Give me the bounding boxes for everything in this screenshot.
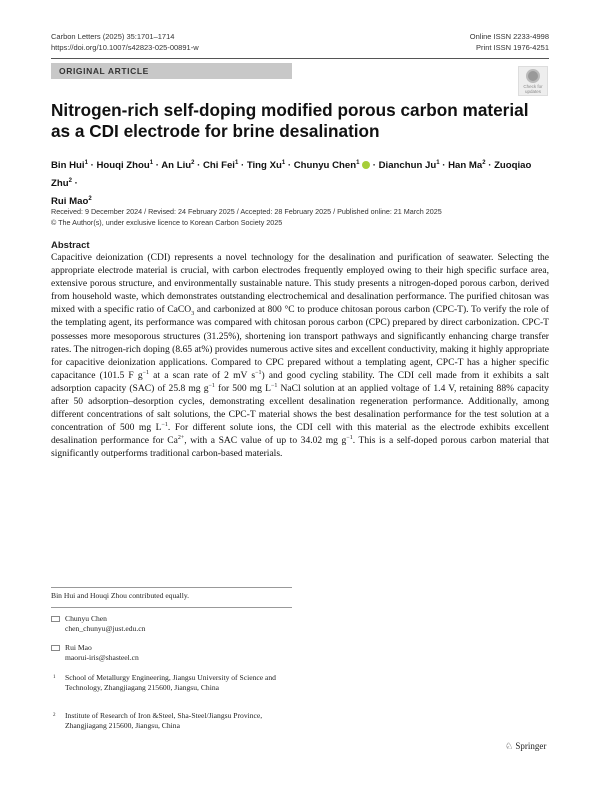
check-updates-label: Check for updates <box>523 84 543 94</box>
affiliation-marker: 2 <box>191 160 195 166</box>
author-name[interactable]: Houqi Zhou$^1$ <box>96 160 154 172</box>
affiliation-marker: 1 <box>436 160 440 166</box>
author-name[interactable]: Ting Xu$^1$ <box>246 160 286 172</box>
doi-link[interactable]: https://doi.org/10.1007/s42823-025-00891-w <box>51 43 199 52</box>
springer-horse-icon: ♘ <box>505 741 514 751</box>
check-updates-icon <box>526 69 540 83</box>
author-name[interactable]: Rui Mao$^2$ <box>51 195 92 207</box>
print-issn: Print ISSN 1976-4251 <box>476 43 549 52</box>
contact-item <box>51 643 301 673</box>
publisher-logo <box>505 741 546 752</box>
affiliation <box>51 711 301 732</box>
abstract-heading: Abstract <box>51 240 90 251</box>
affiliation-marker: 2 <box>68 177 72 184</box>
publication-info <box>51 207 442 228</box>
affiliation-marker: 2 <box>482 160 486 166</box>
publisher-name: Springer <box>515 741 547 751</box>
contacts <box>51 614 301 732</box>
footnote-rule <box>51 587 292 588</box>
envelope-icon <box>51 645 60 651</box>
copyright: © The Author(s), under exclusive licence to Korean Carbon Society 2025 <box>51 217 283 227</box>
contact-email[interactable]: chen_chunyu@just.edu.cn <box>65 624 146 634</box>
affiliation-number: 2 <box>53 713 56 718</box>
check-for-updates-button[interactable] <box>518 66 548 96</box>
envelope-icon <box>51 616 60 622</box>
article-type-badge: ORIGINAL ARTICLE <box>51 63 292 79</box>
equal-contribution-note: Bin Hui and Houqi Zhou contributed equally. <box>51 591 190 600</box>
author-name[interactable]: Bin Hui$^1$ <box>51 160 88 172</box>
affiliation-marker: 1 <box>356 160 360 166</box>
contact-name: Chunyu Chen <box>65 614 107 623</box>
contact-name: Rui Mao <box>65 643 92 652</box>
affiliation-marker: 1 <box>281 160 286 166</box>
online-issn: Online ISSN 2233-4998 <box>469 32 549 41</box>
affiliation-text: School of Metallurgy Engineering, Jiangsu University of Science and Technology, Zhangjiagang 215600, Jiangsu, China <box>65 673 276 693</box>
journal-header <box>51 31 199 53</box>
affiliation-number: 1 <box>53 675 56 680</box>
affiliation-marker: 1 <box>234 160 239 166</box>
author-name[interactable]: An Liu$^2$ <box>161 160 195 172</box>
contact-item <box>51 614 301 643</box>
author-list: Bin Hui$^1$ · Houqi Zhou$^1$ · An Liu$^2$ · Chi Fei$^1$ · Ting $Xu^1$ · Chunyu Chen$^1$ · Dianchun $Ju^1$ · Han $Ma^2$ · Zuoqiao Zhu$^2$ · Rui Mao$^2$ <box>51 160 532 207</box>
author-name[interactable]: Chi Fei$^1$ <box>202 160 239 172</box>
issn-block <box>470 31 549 53</box>
journal-citation: Carbon Letters (2025) 35:1701–1714 <box>51 32 175 41</box>
orcid-icon[interactable] <box>362 161 370 169</box>
author-name[interactable]: Han Ma$^2$ <box>448 160 486 172</box>
header-rule <box>51 58 549 59</box>
abstract-text: Capacitive deionization (CDI) represents a novel technology for the desalination and purification of seawater. Selecting the appropriate electrode material is crucial, with carbon electrodes frequently employed owing to their high specific surface area, extensive porous structure, and environmentally sustainable nature. This study presents a nitrogen-doped porous carbon, derived from household waste, which demonstrates outstanding electrochemical and desalination performance. The purified chitosan was mixed with a specific ratio of CaCO$_3$ and carbonized at 800 °C to produce chitosan porous carbon (CPC-T). To verify the role of the templating agent, its performance was compared with chitosan porous carbon (CPC) prepared by direct carbonization. CPC-T possesses more mesoporous structures (31.25%), shortening ion transport pathways and significantly enhancing charge transfer rates. The nitrogen-rich doping (8.65 at%) provides numerous active sites and excellent conductivity, making it highly appropriate for capacitive deionization applications. Compared to CPC prepared without a templating agent, CPC-T has a higher specific capacitance (101.5 F $g^{-1}$ at a scan rate of 2 mV $s^{-1}$) and good cycling stability. The CDI cell made from it exhibits a salt adsorption capacity (SAC) of 25.8 mg $g^{-1}$ for 500 mg $L^{-1}$ NaCl solution at an applied voltage of 1.4 V, retaining 88% capacity after 50 adsorption–desorption cycles, demonstrating excellent desalination regeneration performance. Additionally, among different concentrations of salt solutions, the CPC-T material shows the best desalination performance for the test solution at a concentration of 500 mg $L^{-1}$. For different solute ions, the CDI cell with this material as the electrode exhibits excellent desalination performance for $Ca^{2+}$, with a SAC value of up to 34.02 mg $g^{-1}$. This is a self-doped porous carbon material that significantly outperforms traditional carbon-based materials. <box>51 252 550 460</box>
author-name[interactable]: Zuoqiao Zhu$^2$ <box>51 160 532 189</box>
author-name[interactable]: Chunyu Chen$^1$ <box>294 160 370 171</box>
dates: Received: 9 December 2024 / Revised: 24 February 2025 / Accepted: 28 February 2025 / Published online: 21 March 2025 <box>51 207 442 216</box>
affiliation-marker: 1 <box>149 160 154 166</box>
affiliation <box>51 673 301 711</box>
affiliation-text: Institute of Research of Iron &Steel, Sha-Steel/Jiangsu Province, Zhangjiagang 215600, Jiangsu, China <box>65 711 263 731</box>
contact-email[interactable]: maorui-iris@shasteel.cn <box>65 653 139 663</box>
author-name[interactable]: Dianchun Ju$^1$ <box>378 160 440 172</box>
footnote-rule-2 <box>51 607 292 608</box>
affiliation-marker: 2 <box>88 195 92 202</box>
article-title: Nitrogen-rich self-doping modified porous carbon material as a CDI electrode for brine desalination <box>51 100 529 141</box>
affiliation-marker: 1 <box>84 160 88 166</box>
